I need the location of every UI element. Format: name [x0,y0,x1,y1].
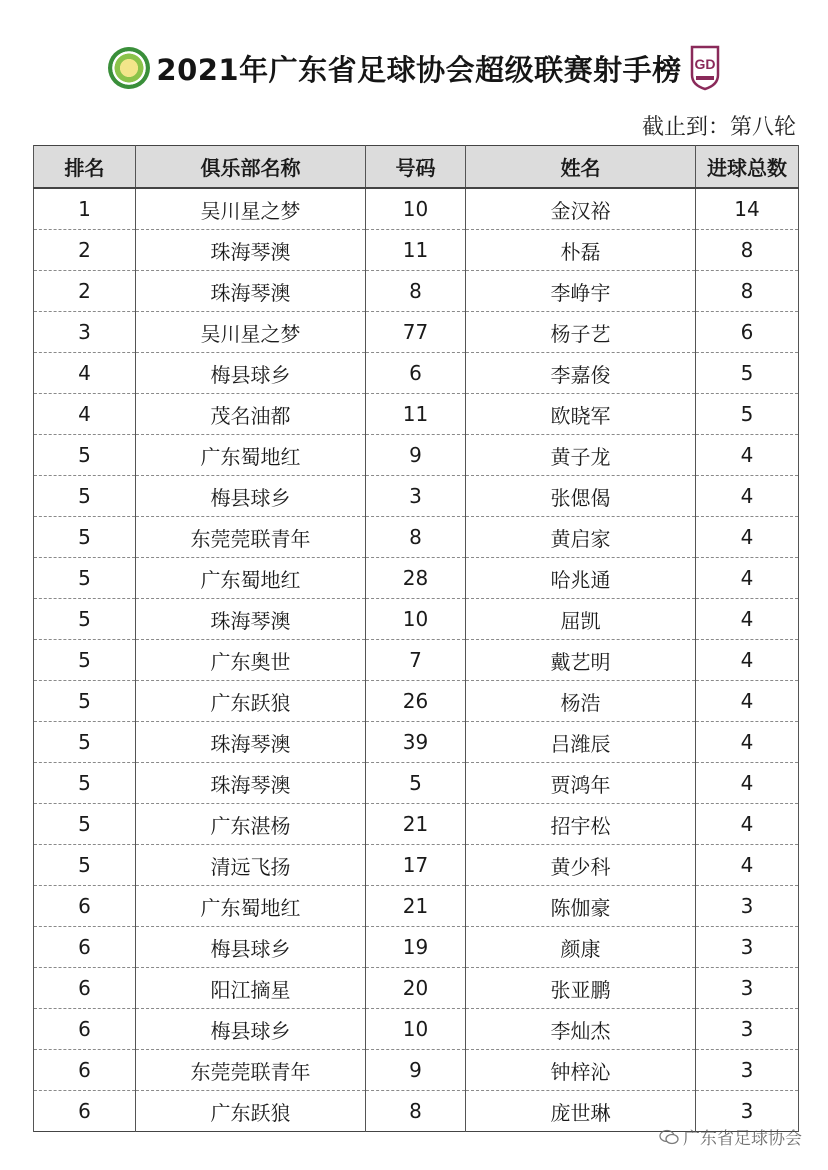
cell-goals: 8 [696,271,799,312]
cell-name: 李嘉俊 [466,353,696,394]
cell-goals: 4 [696,435,799,476]
cell-rank: 3 [34,312,136,353]
cell-number: 10 [366,599,466,640]
cell-number: 77 [366,312,466,353]
cell-name: 招宇松 [466,804,696,845]
watermark [659,1124,802,1149]
table-header-row [34,146,799,189]
cell-rank: 5 [34,558,136,599]
cell-name: 陈伽豪 [466,886,696,927]
gdfa-emblem-icon [108,47,150,89]
table-row [34,681,799,722]
cell-goals: 3 [696,1091,799,1132]
cell-rank: 6 [34,927,136,968]
cell-number: 7 [366,640,466,681]
cell-club: 吴川星之梦 [136,312,366,353]
cell-club: 珠海琴澳 [136,722,366,763]
cell-club: 清远飞扬 [136,845,366,886]
cell-rank: 5 [34,599,136,640]
cell-number: 39 [366,722,466,763]
table-row [34,927,799,968]
cell-rank: 5 [34,804,136,845]
table-row [34,312,799,353]
cell-number: 20 [366,968,466,1009]
cell-goals: 5 [696,394,799,435]
cell-name: 贾鸿年 [466,763,696,804]
table-row [34,845,799,886]
cell-name: 黄子龙 [466,435,696,476]
cell-club: 梅县球乡 [136,353,366,394]
cell-name: 颜康 [466,927,696,968]
cell-rank: 5 [34,435,136,476]
cell-name: 吕潍辰 [466,722,696,763]
wechat-icon [659,1129,679,1145]
cell-name: 戴艺明 [466,640,696,681]
cell-club: 珠海琴澳 [136,763,366,804]
cell-rank: 6 [34,1009,136,1050]
table-row [34,886,799,927]
league-shield-icon [690,45,720,91]
table-row [34,1009,799,1050]
cell-club: 珠海琴澳 [136,271,366,312]
cell-rank: 5 [34,476,136,517]
cell-rank: 6 [34,886,136,927]
cell-number: 21 [366,804,466,845]
column-header-rank: 排名 [34,146,136,189]
cell-goals: 4 [696,476,799,517]
cell-goals: 4 [696,558,799,599]
cell-club: 珠海琴澳 [136,230,366,271]
cell-club: 广东奥世 [136,640,366,681]
cell-club: 东莞莞联青年 [136,1050,366,1091]
cell-rank: 6 [34,968,136,1009]
cell-goals: 4 [696,804,799,845]
cell-number: 3 [366,476,466,517]
cell-goals: 4 [696,681,799,722]
cell-rank: 5 [34,517,136,558]
table-row [34,271,799,312]
cell-club: 珠海琴澳 [136,599,366,640]
cell-rank: 6 [34,1091,136,1132]
cell-name: 杨浩 [466,681,696,722]
cell-number: 10 [366,188,466,230]
cell-rank: 5 [34,763,136,804]
cell-goals: 8 [696,230,799,271]
cell-club: 梅县球乡 [136,927,366,968]
table-row [34,435,799,476]
table-row [34,230,799,271]
table-row [34,558,799,599]
column-header-name: 姓名 [466,146,696,189]
table-row [34,804,799,845]
cell-name: 庞世琳 [466,1091,696,1132]
cell-name: 杨子艺 [466,312,696,353]
cell-club: 茂名油都 [136,394,366,435]
cell-goals: 3 [696,927,799,968]
cell-club: 阳江摘星 [136,968,366,1009]
cell-club: 广东蜀地红 [136,886,366,927]
cell-name: 黄少科 [466,845,696,886]
cell-club: 梅县球乡 [136,476,366,517]
cell-club: 东莞莞联青年 [136,517,366,558]
cell-club: 广东蜀地红 [136,558,366,599]
cell-club: 广东湛杨 [136,804,366,845]
cell-goals: 14 [696,188,799,230]
cell-name: 张偲偈 [466,476,696,517]
cell-goals: 3 [696,968,799,1009]
cell-number: 8 [366,517,466,558]
cell-name: 欧晓军 [466,394,696,435]
table-row [34,968,799,1009]
table-row [34,517,799,558]
table-row [34,722,799,763]
cell-goals: 4 [696,599,799,640]
svg-text:GD: GD [694,56,716,72]
cell-rank: 6 [34,1050,136,1091]
cell-rank: 5 [34,681,136,722]
table-row [34,476,799,517]
cell-rank: 2 [34,230,136,271]
cell-goals: 4 [696,845,799,886]
cell-rank: 5 [34,845,136,886]
table-row [34,599,799,640]
watermark-text: 广东省足球协会 [683,1129,802,1149]
cell-goals: 3 [696,886,799,927]
cell-rank: 1 [34,188,136,230]
cell-number: 8 [366,271,466,312]
cell-goals: 3 [696,1050,799,1091]
scorer-table [33,145,799,1132]
cell-name: 钟梓沁 [466,1050,696,1091]
cell-number: 21 [366,886,466,927]
cell-rank: 4 [34,394,136,435]
cell-name: 张亚鹏 [466,968,696,1009]
table-row [34,353,799,394]
table-row [34,188,799,230]
cell-rank: 5 [34,722,136,763]
table-row [34,1050,799,1091]
cell-name: 哈兆通 [466,558,696,599]
cell-name: 黄启家 [466,517,696,558]
cell-club: 广东蜀地红 [136,435,366,476]
cell-number: 10 [366,1009,466,1050]
cell-rank: 4 [34,353,136,394]
cell-number: 11 [366,230,466,271]
cell-number: 5 [366,763,466,804]
cell-number: 8 [366,1091,466,1132]
column-header-club: 俱乐部名称 [136,146,366,189]
cell-goals: 6 [696,312,799,353]
cell-goals: 5 [696,353,799,394]
cell-goals: 4 [696,763,799,804]
table-row [34,394,799,435]
cell-number: 28 [366,558,466,599]
cell-name: 屈凯 [466,599,696,640]
cell-goals: 4 [696,640,799,681]
cell-goals: 4 [696,722,799,763]
column-header-number: 号码 [366,146,466,189]
header [0,38,828,98]
column-header-goals: 进球总数 [696,146,799,189]
cell-name: 李灿杰 [466,1009,696,1050]
page-title: 2021年广东省足球协会超级联赛射手榜 [156,52,682,87]
cell-name: 朴磊 [466,230,696,271]
cell-number: 6 [366,353,466,394]
cell-club: 广东跃狼 [136,681,366,722]
cell-club: 梅县球乡 [136,1009,366,1050]
cell-rank: 5 [34,640,136,681]
table-row [34,640,799,681]
cell-rank: 2 [34,271,136,312]
cell-name: 李峥宇 [466,271,696,312]
cell-number: 17 [366,845,466,886]
cell-club: 广东跃狼 [136,1091,366,1132]
table-row [34,763,799,804]
cell-goals: 3 [696,1009,799,1050]
cell-number: 26 [366,681,466,722]
cell-name: 金汉裕 [466,188,696,230]
cell-goals: 4 [696,517,799,558]
cell-number: 19 [366,927,466,968]
table-body [34,188,799,1132]
cell-club: 吴川星之梦 [136,188,366,230]
cell-number: 9 [366,1050,466,1091]
cell-number: 11 [366,394,466,435]
cell-number: 9 [366,435,466,476]
cutoff-round-label: 截止到：第八轮 [641,115,796,140]
